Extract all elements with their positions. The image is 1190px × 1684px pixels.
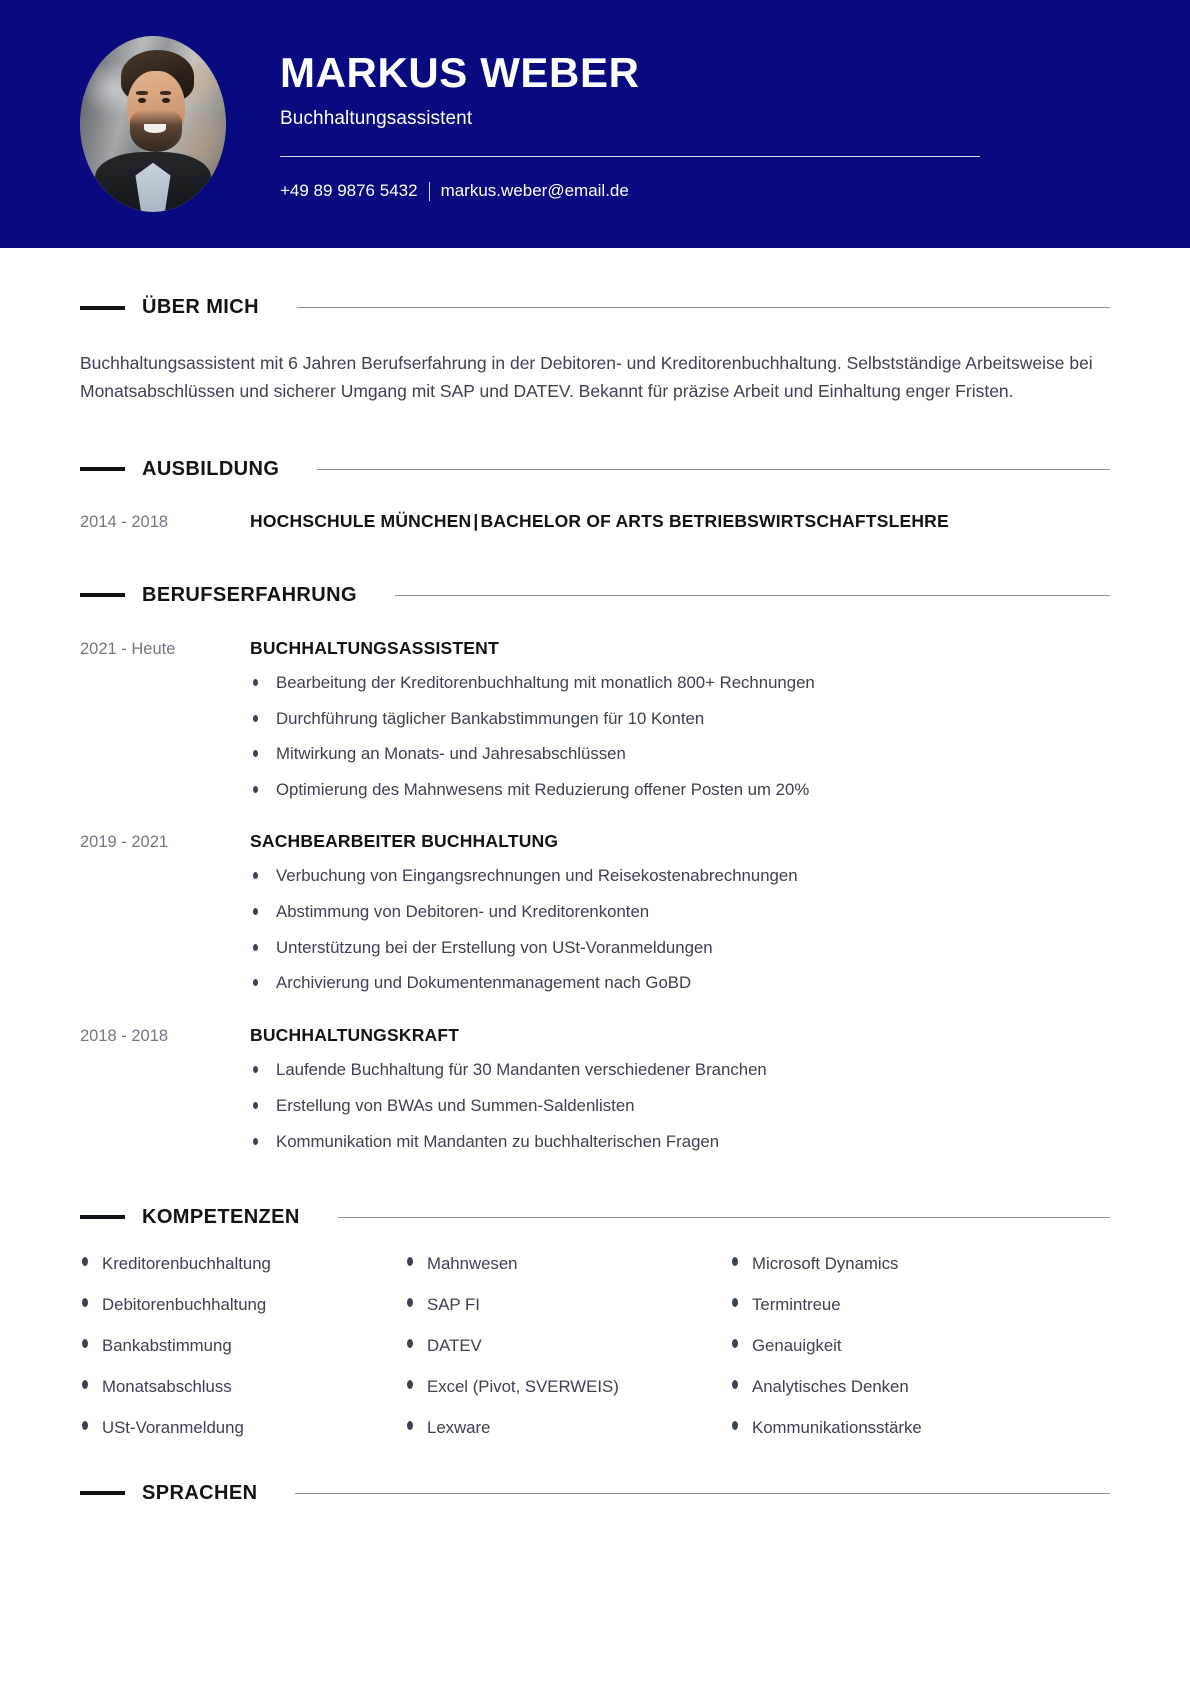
photo-eyebrow-right bbox=[160, 91, 172, 95]
skill-item: Debitorenbuchhaltung bbox=[80, 1295, 405, 1315]
section-rule bbox=[297, 307, 1110, 308]
list-item: Abstimmung von Debitoren- und Kreditorenkonten bbox=[250, 901, 1110, 923]
skill-item: DATEV bbox=[405, 1336, 730, 1356]
section-header-languages bbox=[80, 1482, 1110, 1505]
resume-body bbox=[0, 296, 1190, 1505]
skills-column-2 bbox=[405, 1254, 730, 1460]
experience-bullets bbox=[250, 865, 1110, 994]
job-role: Buchhaltungsassistent bbox=[280, 108, 473, 130]
skill-item: Monatsabschluss bbox=[80, 1377, 405, 1397]
experience-main bbox=[250, 1025, 1110, 1152]
list-item: Unterstützung bei der Erstellung von USt-Voranmeldungen bbox=[250, 937, 1110, 959]
skill-item: Excel (Pivot, SVERWEIS) bbox=[405, 1377, 730, 1397]
section-header-skills bbox=[80, 1206, 1110, 1229]
skill-item: Genauigkeit bbox=[730, 1336, 1110, 1356]
section-title-education: AUSBILDUNG bbox=[142, 457, 280, 480]
experience-entry bbox=[80, 831, 1110, 994]
list-item: Optimierung des Mahnwesens mit Reduzierung offener Posten um 20% bbox=[250, 779, 1110, 801]
email-address[interactable]: markus.weber@email.de bbox=[440, 181, 629, 201]
experience-main bbox=[250, 831, 1110, 994]
list-item: Archivierung und Dokumentenmanagement nach GoBD bbox=[250, 972, 1110, 994]
experience-date: 2021 - Heute bbox=[80, 639, 176, 658]
education-title bbox=[250, 511, 1110, 532]
skills-grid bbox=[80, 1254, 1110, 1460]
section-skills bbox=[80, 1206, 1110, 1460]
education-institution: HOCHSCHULE MÜNCHEN bbox=[250, 510, 472, 531]
list-item: Durchführung täglicher Bankabstimmungen für 10 Konten bbox=[250, 708, 1110, 730]
experience-bullets bbox=[250, 672, 1110, 801]
list-item: Laufende Buchhaltung für 30 Mandanten verschiedener Branchen bbox=[250, 1059, 1110, 1081]
section-dash-icon bbox=[80, 593, 125, 597]
education-separator: | bbox=[473, 510, 479, 531]
section-title-languages: SPRACHEN bbox=[142, 1481, 258, 1504]
contact-separator-icon bbox=[429, 182, 430, 201]
page-title: MARKUS WEBER bbox=[280, 48, 640, 96]
education-degree: BACHELOR OF ARTS BETRIEBSWIRTSCHAFTSLEHRE bbox=[480, 510, 949, 531]
experience-date: 2019 - 2021 bbox=[80, 833, 169, 851]
experience-title: BUCHHALTUNGSKRAFT bbox=[250, 1025, 460, 1046]
profile-photo bbox=[80, 36, 226, 212]
photo-eye-right bbox=[162, 98, 170, 104]
skill-item: Mahnwesen bbox=[405, 1254, 730, 1274]
list-item: Bearbeitung der Kreditorenbuchhaltung mit monatlich 800+ Rechnungen bbox=[250, 672, 1110, 694]
skill-item: Microsoft Dynamics bbox=[730, 1254, 1110, 1274]
photo-eyebrow-left bbox=[136, 91, 148, 95]
list-item: Erstellung von BWAs und Summen-Saldenlisten bbox=[250, 1095, 1110, 1117]
about-text: Buchhaltungsassistent mit 6 Jahren Berufserfahrung in der Debitoren- und Kreditorenbuchhaltung. Selbstständige Arbeitsweise bei Monatsabschlüssen und sicherer Umgang mit SAP und DATEV. Bekannt für präzise Arbeit und Einhaltung enger Fristen. bbox=[80, 353, 1093, 402]
experience-title: BUCHHALTUNGSASSISTENT bbox=[250, 637, 499, 658]
skill-item: USt-Voranmeldung bbox=[80, 1418, 405, 1438]
education-entry bbox=[80, 511, 1110, 532]
avatar bbox=[80, 36, 226, 212]
list-item: Verbuchung von Eingangsrechnungen und Reisekostenabrechnungen bbox=[250, 865, 1110, 887]
experience-date: 2018 - 2018 bbox=[80, 1027, 169, 1046]
section-dash-icon bbox=[80, 1215, 125, 1219]
skill-item: Kreditorenbuchhaltung bbox=[80, 1254, 405, 1274]
education-date: 2014 - 2018 bbox=[80, 512, 169, 531]
list-item: Mitwirkung an Monats- und Jahresabschlüssen bbox=[250, 743, 1110, 765]
list-item: Kommunikation mit Mandanten zu buchhalterischen Fragen bbox=[250, 1131, 1110, 1153]
skill-item: Analytisches Denken bbox=[730, 1377, 1110, 1397]
header-divider bbox=[280, 156, 980, 157]
contact-line bbox=[280, 181, 980, 201]
section-dash-icon bbox=[80, 306, 125, 310]
section-languages bbox=[80, 1482, 1110, 1505]
section-rule bbox=[338, 1217, 1110, 1218]
section-dash-icon bbox=[80, 467, 125, 471]
photo-smile bbox=[144, 124, 166, 133]
section-rule bbox=[317, 469, 1110, 470]
experience-entry bbox=[80, 1025, 1110, 1152]
section-rule bbox=[295, 1493, 1110, 1494]
section-header-experience bbox=[80, 584, 1110, 607]
section-education bbox=[80, 458, 1110, 532]
section-header-about bbox=[80, 296, 1110, 319]
experience-bullets bbox=[250, 1059, 1110, 1152]
header-text-block bbox=[280, 47, 980, 201]
section-title-skills: KOMPETENZEN bbox=[142, 1205, 300, 1228]
section-dash-icon bbox=[80, 1491, 125, 1495]
section-rule bbox=[395, 595, 1110, 596]
skill-item: Kommunikationsstärke bbox=[730, 1418, 1110, 1438]
education-main bbox=[250, 511, 1110, 532]
skill-item: Lexware bbox=[405, 1418, 730, 1438]
section-title-experience: BERUFSERFAHRUNG bbox=[142, 583, 357, 606]
resume-header bbox=[0, 0, 1190, 248]
phone-number[interactable]: +49 89 9876 5432 bbox=[280, 181, 418, 201]
skill-item: Termintreue bbox=[730, 1295, 1110, 1315]
section-title-about: ÜBER MICH bbox=[142, 296, 259, 318]
skill-item: Bankabstimmung bbox=[80, 1336, 405, 1356]
skills-column-3 bbox=[730, 1254, 1110, 1460]
section-about bbox=[80, 296, 1110, 406]
skills-column-1 bbox=[80, 1254, 405, 1460]
skill-item: SAP FI bbox=[405, 1295, 730, 1315]
section-experience bbox=[80, 584, 1110, 1153]
experience-title: SACHBEARBEITER BUCHHALTUNG bbox=[250, 831, 559, 851]
experience-main bbox=[250, 638, 1110, 801]
experience-entry bbox=[80, 638, 1110, 801]
section-header-education bbox=[80, 458, 1110, 481]
